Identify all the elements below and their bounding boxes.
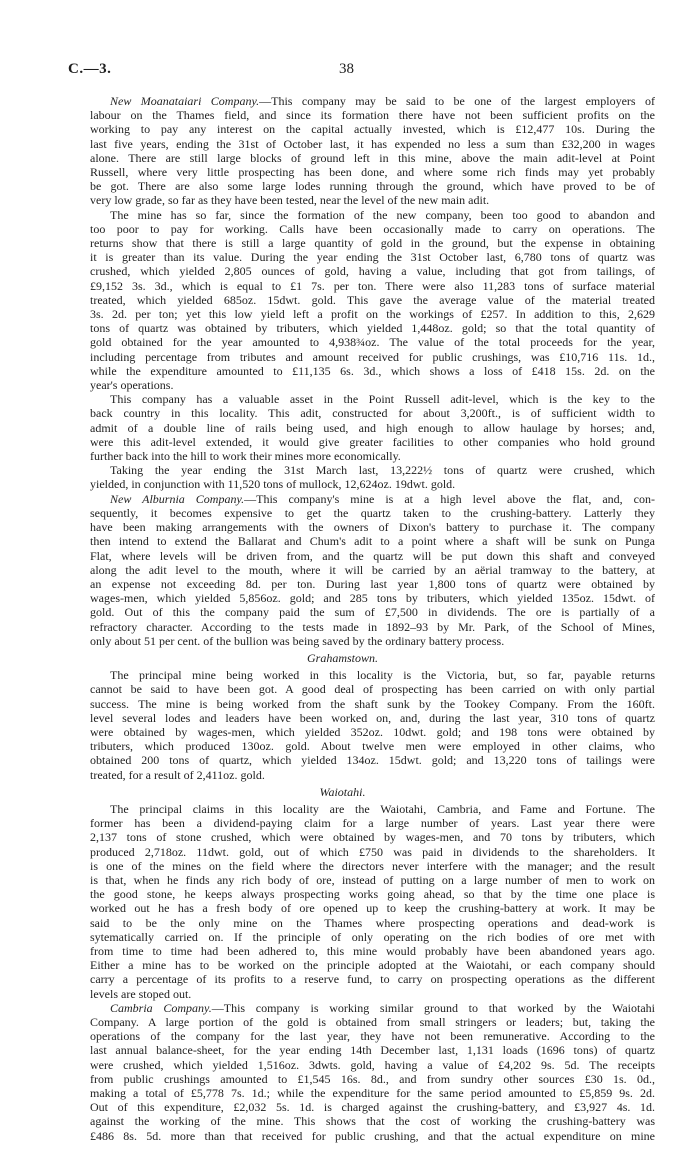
- text-line: admit of a double line of rails being used, and high enough to allow haulage by horses; and,: [90, 420, 655, 435]
- text-line: success. The mine is being worked from the shaft sunk by the Tookey Company. From the 160ft.: [90, 696, 655, 711]
- text-line: £486 8s. 5d. more than that received for public crushing, and that the actual expenditure on mine: [90, 1128, 655, 1143]
- section-heading-waiotahi: Waiotahi.: [319, 784, 366, 799]
- paragraph-waiotahi: [90, 802, 655, 1001]
- paragraph-moanataiari-returns: [90, 208, 655, 393]
- page-body: [90, 94, 655, 1143]
- text-line-content: —This company's mine is at a high level above the flat, and, con-: [244, 491, 655, 506]
- text-line: is one of the mines on the field where the directors never interfere with the manager; and the result: [90, 858, 655, 873]
- text-line-content: —This company is working similar ground to that worked by the Waiotahi: [211, 1000, 655, 1015]
- text-line: alone. There are still large blocks of ground left in this mine, above the main adit-level at Point: [90, 150, 655, 165]
- text-line: refractory character. According to the tests made in 1892–93 by Mr. Park, of the School of Mines,: [90, 619, 655, 634]
- text-line: former has been a dividend-paying claim for a large number of years. Last year there were: [90, 816, 655, 831]
- text-line: be got. There are also some large lodes running through the ground, which have proved to be of: [90, 179, 655, 194]
- text-line: yielded, in conjunction with 11,520 tons of mullock, 12,624oz. 19dwt. gold.: [90, 477, 456, 492]
- text-line: [90, 1001, 655, 1015]
- text-line: worked out he has a fresh body of ore opened up to keep the crushing-battery at work. It may be: [90, 901, 655, 916]
- text-line: returns show that there is still a large quantity of gold in the ground, but the expense in obtaining: [90, 236, 655, 251]
- text-line: Either a mine has to be worked on the principle adopted at the Waiotahi, or each company should: [90, 958, 655, 973]
- text-line: while the expenditure amounted to £11,135 6s. 3d., which shows a loss of £418 15s. 2d. on the: [90, 363, 655, 378]
- text-line-content: —This company may be said to be one of the largest employers of: [259, 94, 655, 108]
- paragraph-new-moanataiari: [90, 94, 655, 208]
- text-line: then intend to extend the Ballarat and Chum's adit to a point where a shaft will be sunk on Punga: [90, 534, 655, 549]
- text-line: gold. Out of this the company paid the sum of £7,500 in dividends. The ore is partially of a: [90, 605, 655, 620]
- text-line: cannot be said to have been got. A good deal of prospecting has been carried on with only partial: [90, 682, 655, 697]
- text-line: obtained 200 tons of quartz, which yielded 134oz. 15dwt. gold; and 13,220 tons of tailings were: [90, 753, 655, 768]
- text-line: produced 2,718oz. 11dwt. gold, out of which £750 was paid in dividends to the shareholders. It: [90, 844, 655, 859]
- text-line: against the working of the mine. This shows that the cost of working the crushing-battery was: [90, 1114, 655, 1129]
- text-line: last five years, ending the 31st of October last, it has expended no less a sum than £32,200 in wages: [90, 136, 655, 151]
- text-line: Company. A large portion of the gold is obtained from small stringers or leaders; but, taking the: [90, 1015, 655, 1029]
- text-line: from public crushings amounted to £1,545 16s. 8d., and from sundry other sources £30 1s. 0d.,: [90, 1071, 655, 1086]
- text-line: The principal mine being worked in this locality is the Victoria, but, so far, payable returns: [110, 668, 655, 683]
- text-line: [90, 492, 655, 506]
- text-line: tons of quartz was obtained by tributers, which yielded 1,448oz. gold; so that the total quantity of: [90, 321, 655, 336]
- text-line: including percentage from tributes and amount received for public crushings, was £10,716 11s. 1d.,: [90, 349, 655, 364]
- paragraph-moanataiari-adit: [90, 392, 655, 463]
- text-line: levels are stoped out.: [90, 986, 192, 1001]
- text-line: year's operations.: [90, 378, 174, 393]
- paragraph-moanataiari-year: [90, 463, 655, 491]
- text-line: were this adit-level extended, it would give greater facilities to other companies who hold ground: [90, 434, 655, 449]
- text-line: only about 51 per cent. of the bullion was being saved by the ordinary battery process.: [90, 633, 505, 648]
- text-line: wages-men, which yielded 5,856oz. gold; and 285 tons by tributers, which yielded 135oz. 15dwt. of: [90, 591, 655, 606]
- text-line: carry a percentage of its profits to a reserve fund, to carry on prospecting operations as the different: [90, 972, 655, 987]
- text-line: from time to time had been adhered to, this mine would probably have been abandoned years ago.: [90, 943, 655, 958]
- text-line: were obtained by wages-men, which yielded 352oz. 10dwt. gold; and 198 tons were obtained by: [90, 724, 655, 739]
- paragraph-new-alburnia: [90, 492, 655, 648]
- text-line: treated, which yielded 685oz. 15dwt. gold. This gave the average value of the material treated: [90, 292, 655, 307]
- text-line: were crushed, which yielded 1,516oz. 3dwts. gold, having a value of £4,202 9s. 5d. The receipts: [90, 1057, 655, 1072]
- text-line: too poor to pay for working. Calls have been occasionally made to carry on operations. The: [90, 221, 655, 236]
- text-line: an expense not exceeding 8d. per ton. During last year 1,800 tons of quartz were obtained by: [90, 576, 655, 591]
- text-line: said to be the only mine on the Thames where prospecting operations and dead-work is: [90, 915, 655, 930]
- text-line: Russell, where very little prospecting has been done, and where some rich finds may yet probably: [90, 165, 655, 180]
- text-line: Taking the year ending the 31st March last, 13,222½ tons of quartz were crushed, which: [110, 463, 655, 478]
- text-line: last annual balance-sheet, for the year ending 14th December last, 1,131 loads (1696 tons) of quartz: [90, 1043, 655, 1058]
- paragraph-grahamstown: [90, 668, 655, 782]
- text-line: making a total of £5,778 7s. 1d.; while the expenditure for the same period amounted to £5,859 9s. 2d.: [90, 1086, 655, 1101]
- text-line: it is greater than its value. During the year ending the 31st October last, 6,780 tons of quartz was: [90, 250, 655, 265]
- company-name: New Alburnia Company.: [110, 491, 245, 506]
- text-line: [90, 94, 655, 108]
- text-line: treated, for a result of 2,411oz. gold.: [90, 767, 265, 782]
- text-line: Out of this expenditure, £2,032 5s. 1d. is charged against the crushing-battery, and £3,927 4s. 1d.: [90, 1100, 655, 1115]
- paragraph-cambria: [90, 1001, 655, 1143]
- text-line: operations of the company for the last year, they have not been remunerative. According to the: [90, 1029, 655, 1044]
- text-line: This company has a valuable asset in the Point Russell adit-level, which is the key to the: [110, 392, 655, 407]
- text-line: along the adit level to the mouth, where it will be carried by an aërial tramway to the battery, at: [90, 562, 655, 577]
- text-line: have been making arrangements with the owners of Dixon's battery to purchase it. The company: [90, 520, 655, 535]
- text-line: further back into the hill to work their mines more economically.: [90, 449, 401, 464]
- text-line: the good stone, he keeps always prospecting works going ahead, so that by the time one place is: [90, 887, 655, 902]
- text-line: The principal claims in this locality are the Waiotahi, Cambria, and Fame and Fortune. The: [110, 801, 655, 816]
- company-name: New Moanataiari Company.: [110, 94, 260, 108]
- document-reference: C.—3.: [68, 61, 112, 77]
- text-line: labour on the Thames field, and since its formation there have not been sufficient profits on the: [90, 108, 655, 123]
- text-line: The mine has so far, since the formation of the new company, been too good to abandon and: [110, 207, 655, 222]
- text-line: tributers, which produced 130oz. gold. About twelve men were employed in other claims, who: [90, 739, 655, 754]
- section-heading-grahamstown: Grahamstown.: [306, 650, 378, 665]
- text-line: £9,152 3s. 3d., which is equal to £1 7s. per ton. There were also 11,283 tons of surface material: [90, 278, 655, 293]
- text-line: is that, when he finds any rich body of ore, instead of putting on a large number of men to work on: [90, 872, 655, 887]
- text-line: 2,137 tons of stone crushed, which were obtained by wages-men, and 70 tons by tributers, which: [90, 830, 655, 845]
- text-line: 3s. 2d. per ton; yet this low yield left a profit on the workings of £257. In addition to this, 2,629: [90, 307, 655, 322]
- text-line: sytematically carried on. If the principle of only operating on the rich bodies of ore met with: [90, 929, 655, 944]
- company-name: Cambria Company.: [110, 1000, 212, 1015]
- text-line: crushed, which yielded 2,805 ounces of gold, having a value, including that got from tailings, of: [90, 264, 655, 279]
- text-line: level several lodes and leaders have been worked on, and, during the last year, 310 tons of quartz: [90, 710, 655, 725]
- text-line: back country in this locality. This adit, constructed for about 3,200ft., is of sufficient width to: [90, 406, 655, 421]
- page-number: 38: [339, 61, 354, 77]
- text-line: Flat, where levels will be driven from, and the quartz will be put down this shaft and conveyed: [90, 548, 655, 563]
- text-line: sequently, it becomes expensive to get the quartz taken to the crushing-battery. Latterly they: [90, 505, 655, 520]
- text-line: gold obtained for the year amounted to 4,938¾oz. The value of the total proceeds for the year,: [90, 335, 655, 350]
- text-line: working to pay any interest on the capital actually invested, which is £12,477 10s. During the: [90, 122, 655, 137]
- text-line: very low grade, so far as they have been tested, near the level of the new main adit.: [90, 193, 490, 208]
